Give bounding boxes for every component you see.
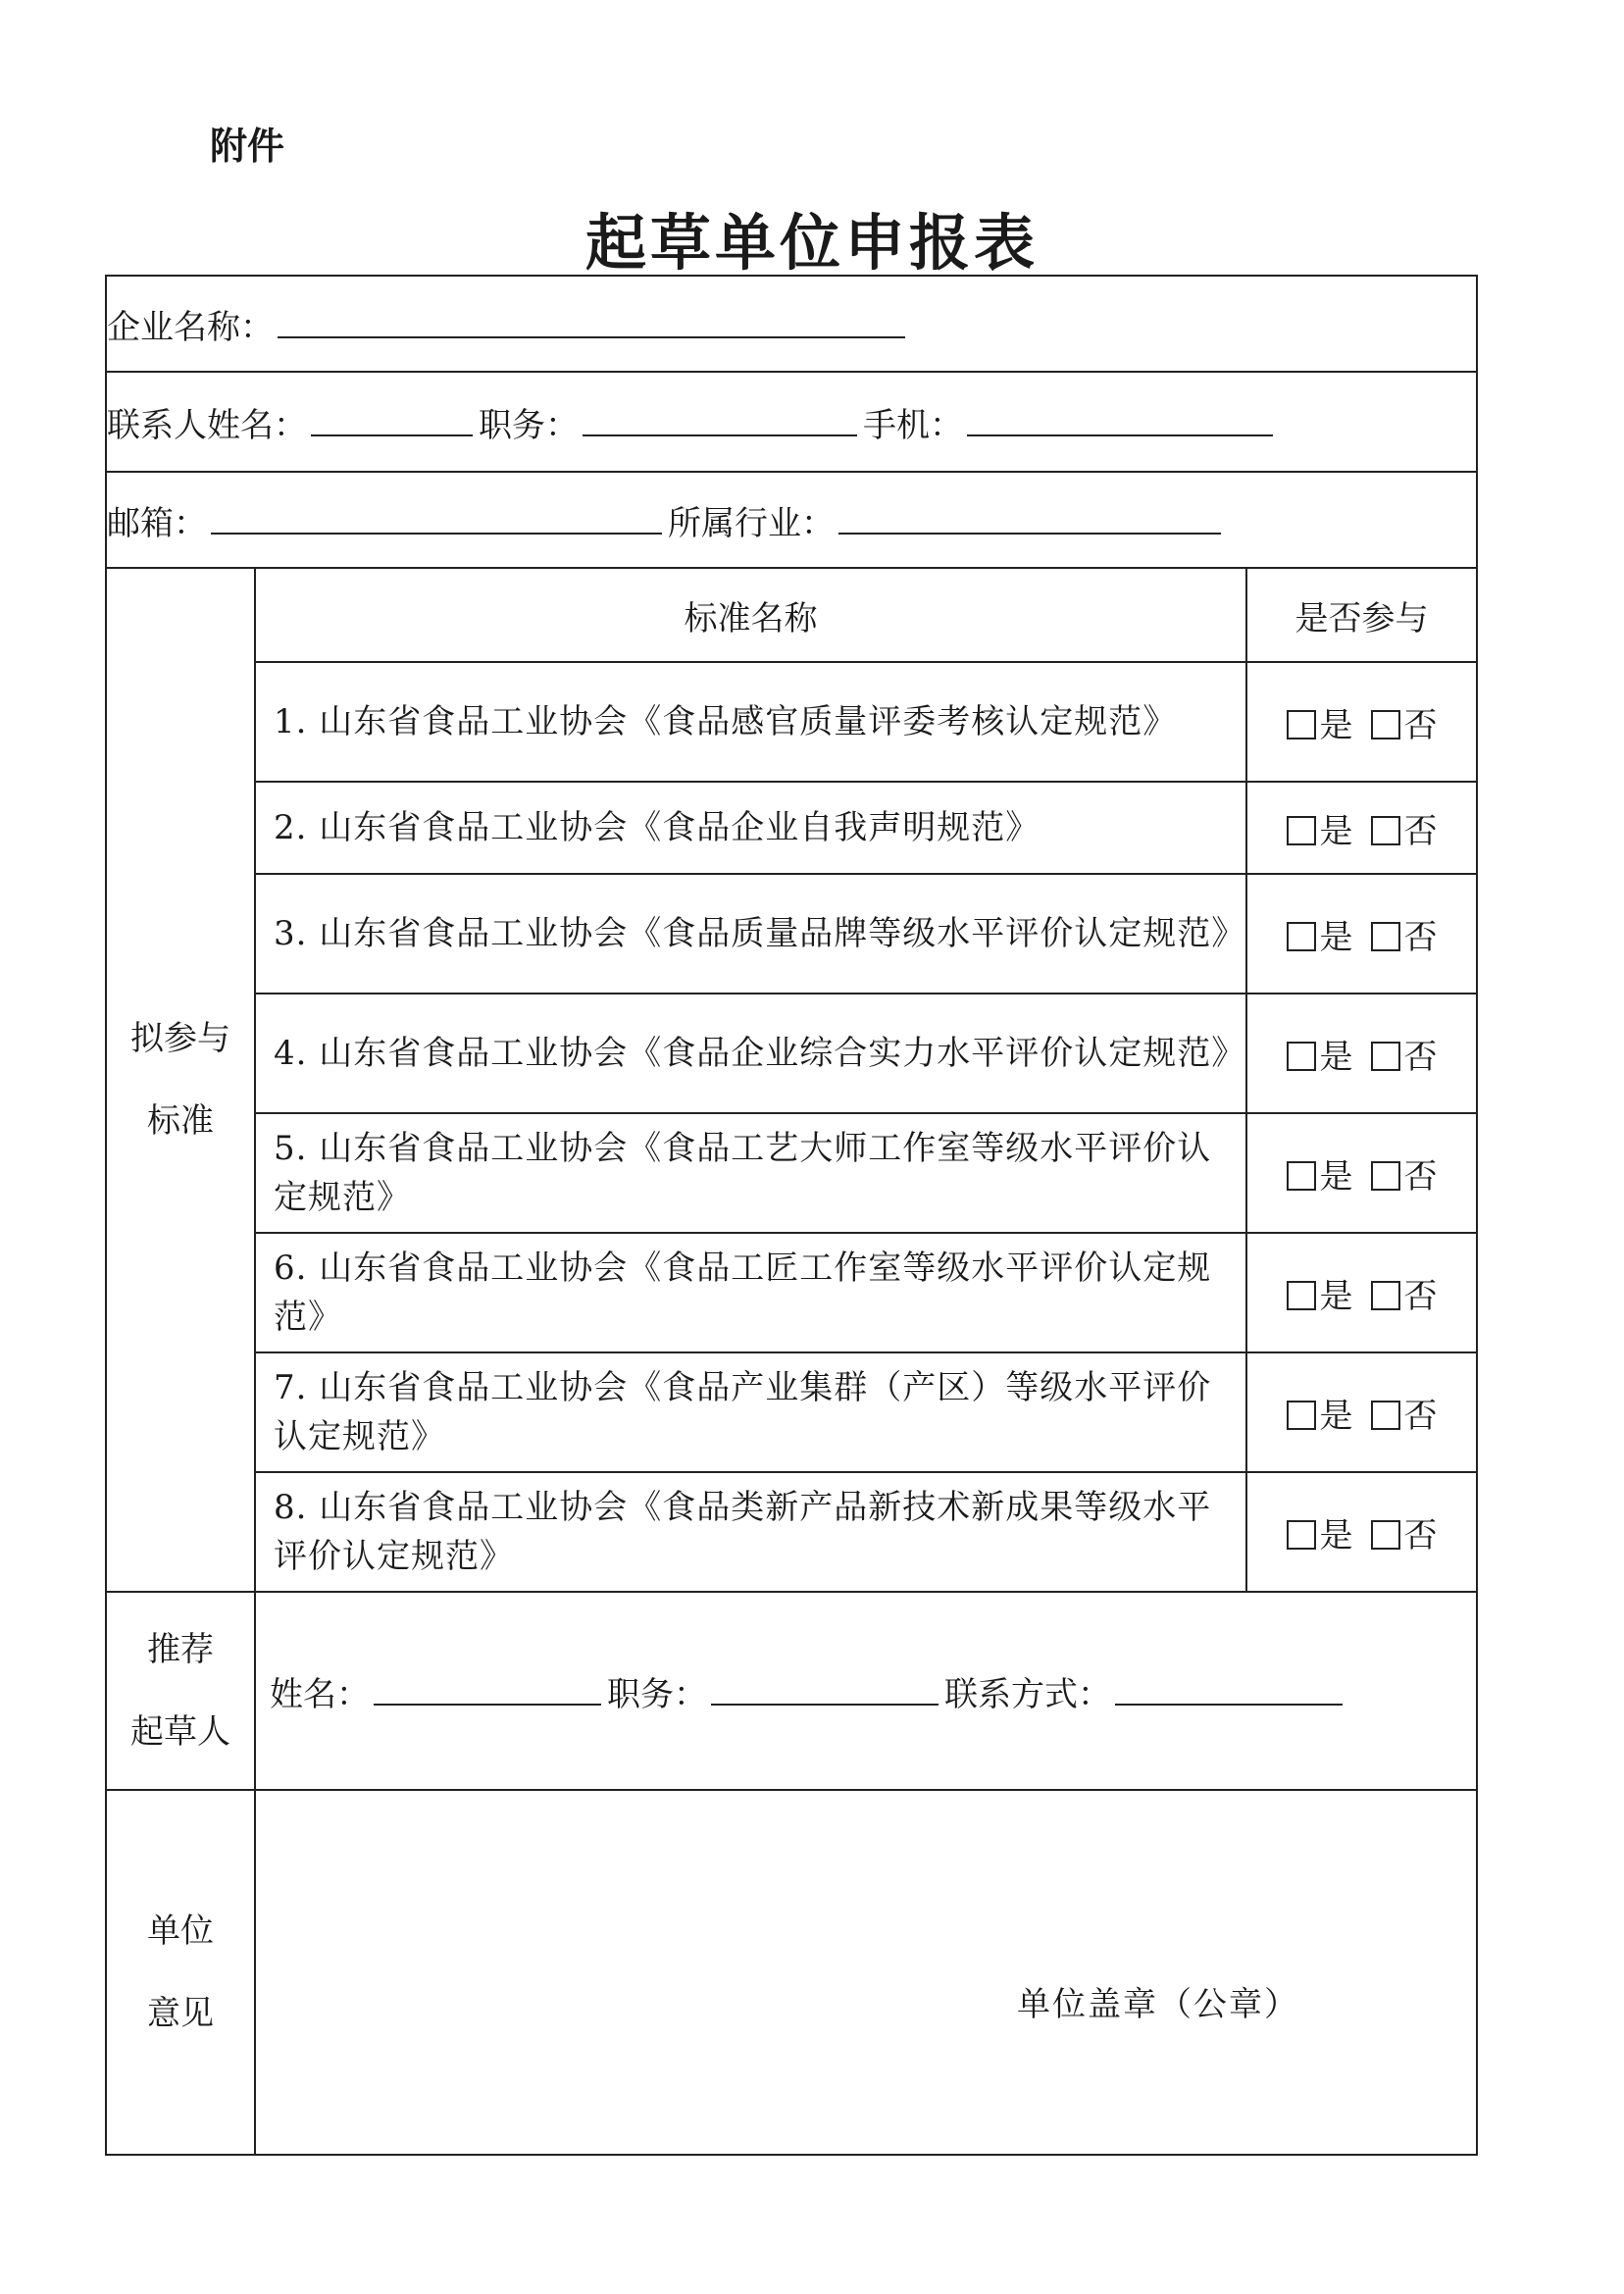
standards-header-row bbox=[256, 569, 1476, 662]
attachment-label: 附件 bbox=[210, 125, 285, 168]
yes-checkbox[interactable]: 是 bbox=[1287, 698, 1353, 746]
standard-name-header: 标准名称 bbox=[256, 569, 1246, 662]
yes-checkbox[interactable]: 是 bbox=[1287, 1149, 1353, 1198]
yes-checkbox[interactable]: 是 bbox=[1287, 1269, 1353, 1317]
email-field[interactable] bbox=[211, 507, 662, 535]
standard-name: 7. 山东省食品工业协会《食品产业集群（产区）等级水平评价认定规范》 bbox=[256, 1352, 1246, 1472]
company-name-label: 企业名称： bbox=[107, 307, 274, 347]
participate-header: 是否参与 bbox=[1246, 569, 1476, 662]
recommend-drafter-row bbox=[106, 1592, 1477, 1790]
standards-table bbox=[256, 569, 1476, 1591]
unit-stamp-label: 单位盖章（公章） bbox=[1017, 1985, 1299, 2024]
company-row bbox=[106, 276, 1477, 372]
industry-label: 所属行业： bbox=[668, 503, 835, 543]
yes-checkbox[interactable]: 是 bbox=[1287, 804, 1353, 852]
form-title: 起草单位申报表 bbox=[584, 207, 1039, 279]
no-checkbox[interactable]: 否 bbox=[1371, 1389, 1438, 1437]
drafter-name-label: 姓名： bbox=[270, 1674, 370, 1714]
standard-row bbox=[256, 1113, 1476, 1233]
standard-name: 8. 山东省食品工业协会《食品类新产品新技术新成果等级水平评价认定规范》 bbox=[256, 1472, 1246, 1591]
drafter-contact-label: 联系方式： bbox=[944, 1674, 1111, 1714]
standard-name: 4. 山东省食品工业协会《食品企业综合实力水平评价认定规范》 bbox=[256, 994, 1246, 1113]
no-checkbox[interactable]: 否 bbox=[1371, 1508, 1438, 1556]
standard-row bbox=[256, 994, 1476, 1113]
standards-side-label bbox=[106, 568, 255, 1592]
recommend-side-label-line2: 起草人 bbox=[130, 1712, 230, 1752]
contact-name-label: 联系人姓名： bbox=[107, 405, 307, 445]
email-row bbox=[106, 472, 1477, 568]
no-checkbox[interactable]: 否 bbox=[1371, 804, 1438, 852]
email-label: 邮箱： bbox=[107, 503, 207, 543]
no-checkbox[interactable]: 否 bbox=[1371, 1269, 1438, 1317]
drafter-position-field[interactable] bbox=[711, 1678, 939, 1706]
standard-row bbox=[256, 782, 1476, 874]
yes-checkbox[interactable]: 是 bbox=[1287, 1389, 1353, 1437]
standards-section bbox=[106, 568, 1477, 1592]
contact-name-field[interactable] bbox=[311, 409, 473, 436]
standard-row bbox=[256, 1233, 1476, 1352]
standard-name: 2. 山东省食品工业协会《食品企业自我声明规范》 bbox=[256, 782, 1246, 874]
yes-checkbox[interactable]: 是 bbox=[1287, 1508, 1353, 1556]
contact-phone-field[interactable] bbox=[967, 409, 1273, 436]
opinion-side-label bbox=[106, 1790, 255, 2155]
drafter-contact-field[interactable] bbox=[1115, 1678, 1343, 1706]
drafter-position-label: 职务： bbox=[607, 1674, 707, 1714]
standard-name: 5. 山东省食品工业协会《食品工艺大师工作室等级水平评价认定规范》 bbox=[256, 1113, 1246, 1233]
no-checkbox[interactable]: 否 bbox=[1371, 698, 1438, 746]
standard-name: 1. 山东省食品工业协会《食品感官质量评委考核认定规范》 bbox=[256, 662, 1246, 782]
company-name-field[interactable] bbox=[278, 311, 905, 338]
contact-position-field[interactable] bbox=[583, 409, 857, 436]
recommend-side-label-line1: 推荐 bbox=[147, 1630, 214, 1669]
recommend-side-label bbox=[106, 1592, 255, 1790]
unit-opinion-row bbox=[106, 1790, 1477, 2155]
standards-side-label-line1: 拟参与 bbox=[130, 1019, 230, 1058]
no-checkbox[interactable]: 否 bbox=[1371, 1030, 1438, 1078]
yes-checkbox[interactable]: 是 bbox=[1287, 1030, 1353, 1078]
standard-name: 6. 山东省食品工业协会《食品工匠工作室等级水平评价认定规范》 bbox=[256, 1233, 1246, 1352]
standard-row bbox=[256, 662, 1476, 782]
opinion-side-label-line1: 单位 bbox=[147, 1912, 214, 1951]
standard-row bbox=[256, 1352, 1476, 1472]
contact-position-label: 职务： bbox=[479, 405, 579, 445]
standard-row bbox=[256, 1472, 1476, 1591]
contact-phone-label: 手机： bbox=[863, 405, 963, 445]
standards-side-label-line2: 标准 bbox=[147, 1101, 214, 1141]
drafter-name-field[interactable] bbox=[374, 1678, 601, 1706]
industry-field[interactable] bbox=[838, 507, 1221, 535]
contact-row bbox=[106, 372, 1477, 472]
no-checkbox[interactable]: 否 bbox=[1371, 1149, 1438, 1198]
yes-checkbox[interactable]: 是 bbox=[1287, 910, 1353, 958]
opinion-content-area[interactable] bbox=[255, 1790, 1477, 2155]
no-checkbox[interactable]: 否 bbox=[1371, 910, 1438, 958]
standard-name: 3. 山东省食品工业协会《食品质量品牌等级水平评价认定规范》 bbox=[256, 874, 1246, 994]
standard-row bbox=[256, 874, 1476, 994]
opinion-side-label-line2: 意见 bbox=[147, 1994, 214, 2033]
application-form-table bbox=[105, 275, 1478, 2156]
